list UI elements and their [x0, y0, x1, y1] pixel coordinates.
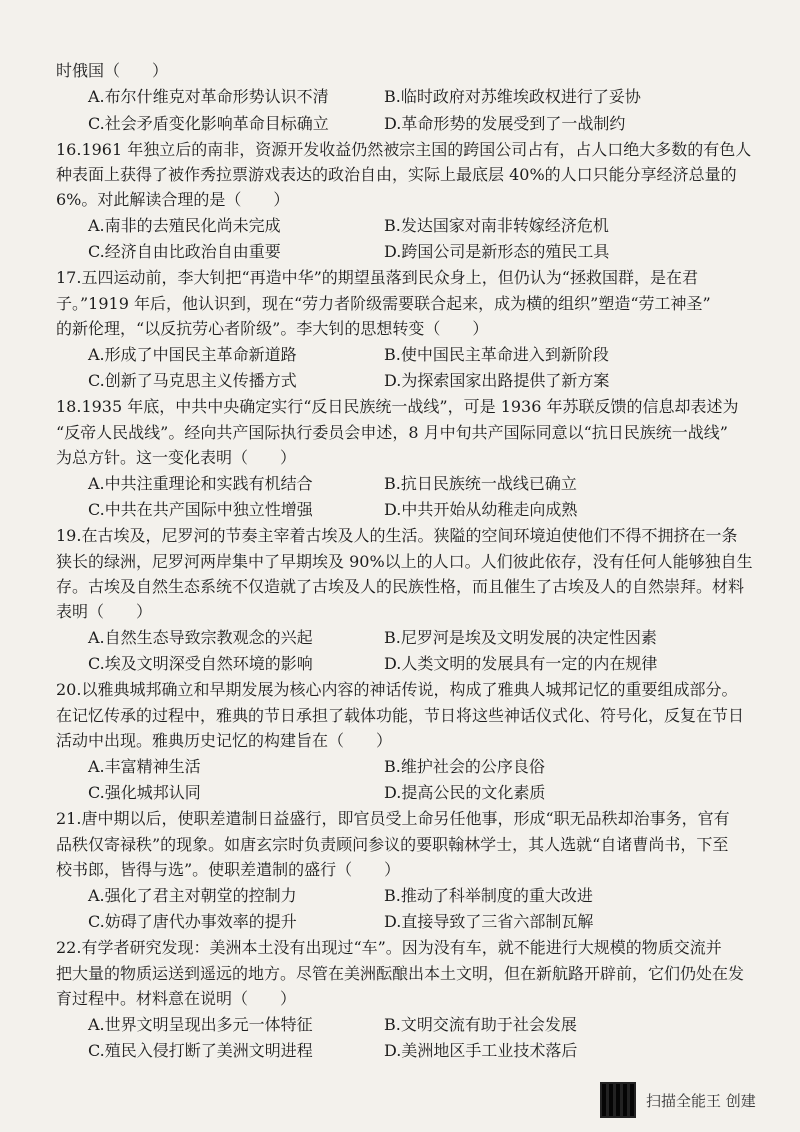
q22-option-d: D.美洲地区手工业技术落后: [384, 1041, 578, 1060]
q18-option-c: C.中共在共产国际中独立性增强: [88, 500, 313, 519]
q15-option-c: C.社会矛盾变化影响革命目标确立: [88, 114, 329, 133]
qr-code-icon: [600, 1082, 636, 1118]
q15-option-d: D.革命形势的发展受到了一战制约: [384, 114, 626, 133]
q17-option-c: C.创新了马克思主义传播方式: [88, 371, 297, 390]
question-18-line-1: 18.1935 年底，中共中央确定实行“反日民族统一战线”，可是 1936 年苏联反馈的信息却表述为: [56, 397, 739, 416]
q17-option-d: D.为探索国家出路提供了新方案: [384, 371, 610, 390]
question-15-tail: 时俄国（ ）: [56, 61, 169, 80]
question-21-line-3: 校书郎，皆得与选”。使职差遣制的盛行（ ）: [56, 860, 401, 879]
question-22-line-1: 22.有学者研究发现：美洲本土没有出现过“车”。因为没有车，就不能进行大规模的物质交流并: [56, 938, 722, 957]
q20-option-b: B.维护社会的公序良俗: [384, 757, 545, 776]
watermark-text: 扫描全能王 创建: [646, 1091, 756, 1110]
question-16-line-2: 种表面上获得了被作秀拉票游戏表达的政治自由，实际上最底层 40%的人口只能分享经济总量的: [56, 165, 737, 184]
q20-option-d: D.提高公民的文化素质: [384, 783, 546, 802]
q19-option-d: D.人类文明的发展具有一定的内在规律: [384, 654, 658, 673]
q18-option-a: A.中共注重理论和实践有机结合: [88, 474, 313, 493]
q17-option-a: A.形成了中国民主革命新道路: [88, 345, 297, 364]
question-17-line-2: 子。”1919 年后，他认识到，现在“劳力者阶级需要联合起来，成为横的组织”塑造“劳工神圣”: [56, 294, 711, 313]
question-19-line-4: 表明（ ）: [56, 602, 153, 621]
q21-option-c: C.妨碍了唐代办事效率的提升: [88, 912, 297, 931]
q15-option-b: B.临时政府对苏维埃政权进行了妥协: [384, 87, 641, 106]
q22-option-a: A.世界文明呈现出多元一体特征: [88, 1015, 313, 1034]
q20-option-c: C.强化城邦认同: [88, 783, 201, 802]
question-17-line-3: 的新伦理，“以反抗劳心者阶级”。李大钊的思想转变（ ）: [56, 319, 489, 338]
question-20-line-3: 活动中出现。雅典历史记忆的构建旨在（ ）: [56, 731, 393, 750]
q22-option-c: C.殖民入侵打断了美洲文明进程: [88, 1041, 313, 1060]
q19-option-c: C.埃及文明深受自然环境的影响: [88, 654, 313, 673]
question-21-line-2: 品秩仅寄禄秩”的现象。如唐玄宗时负责顾问参议的要职翰林学士，其人选就“自诸曹尚书，下至: [56, 835, 729, 854]
q21-option-a: A.强化了君主对朝堂的控制力: [88, 886, 297, 905]
q21-option-b: B.推动了科举制度的重大改进: [384, 886, 593, 905]
q15-option-a: A.布尔什维克对革命形势认识不清: [88, 87, 329, 106]
q18-option-b: B.抗日民族统一战线已确立: [384, 474, 577, 493]
question-21-line-1: 21.唐中期以后，使职差遣制日益盛行，即官员受上命另任他事，形成“职无品秩却治事务，官有: [56, 809, 730, 828]
q19-option-b: B.尼罗河是埃及文明发展的决定性因素: [384, 628, 657, 647]
q22-option-b: B.文明交流有助于社会发展: [384, 1015, 577, 1034]
question-17-line-1: 17.五四运动前，李大钊把“再造中华”的期望虽落到民众身上，但仍认为“拯救国群，是在君: [56, 268, 698, 287]
q16-option-d: D.跨国公司是新形态的殖民工具: [384, 242, 610, 261]
question-20-line-1: 20.以雅典城邦确立和早期发展为核心内容的神话传说，构成了雅典人城邦记忆的重要组成部分。: [56, 680, 738, 699]
question-16-line-1: 16.1961 年独立后的南非，资源开发收益仍然被宗主国的跨国公司占有，占人口绝大多数的有色人: [56, 140, 752, 159]
q21-option-d: D.直接导致了三省六部制瓦解: [384, 912, 594, 931]
q20-option-a: A.丰富精神生活: [88, 757, 201, 776]
question-20-line-2: 在记忆传承的过程中，雅典的节日承担了载体功能，节日将这些神话仪式化、符号化，反复在节日: [56, 706, 745, 725]
q18-option-d: D.中共开始从幼稚走向成熟: [384, 500, 578, 519]
question-19-line-2: 狭长的绿洲，尼罗河两岸集中了早期埃及 90%以上的人口。人们彼此依存，没有任何人能够独自生: [56, 552, 753, 571]
q16-option-c: C.经济自由比政治自由重要: [88, 242, 281, 261]
question-16-line-3: 6%。对此解读合理的是（ ）: [56, 190, 290, 209]
scanner-watermark: [600, 1080, 790, 1120]
q16-option-b: B.发达国家对南非转嫁经济危机: [384, 216, 609, 235]
q19-option-a: A.自然生态导致宗教观念的兴起: [88, 628, 313, 647]
question-19-line-1: 19.在古埃及，尼罗河的节奏主宰着古埃及人的生活。狭隘的空间环境迫使他们不得不拥挤在一条: [56, 526, 738, 545]
question-19-line-3: 存。古埃及自然生态系统不仅造就了古埃及人的民族性格，而且催生了古埃及人的自然崇拜。材料: [56, 577, 745, 596]
question-22-line-3: 育过程中。材料意在说明（ ）: [56, 989, 297, 1008]
question-18-line-3: 为总方针。这一变化表明（ ）: [56, 448, 297, 467]
q16-option-a: A.南非的去殖民化尚未完成: [88, 216, 281, 235]
question-18-line-2: “反帝人民战线”。经向共产国际执行委员会申述，8 月中旬共产国际同意以“抗日民族统一战线”: [56, 423, 728, 442]
question-22-line-2: 把大量的物质运送到遥远的地方。尽管在美洲酝酿出本土文明，但在新航路开辟前，它们仍处在发: [56, 964, 745, 983]
q17-option-b: B.使中国民主革命进入到新阶段: [384, 345, 609, 364]
